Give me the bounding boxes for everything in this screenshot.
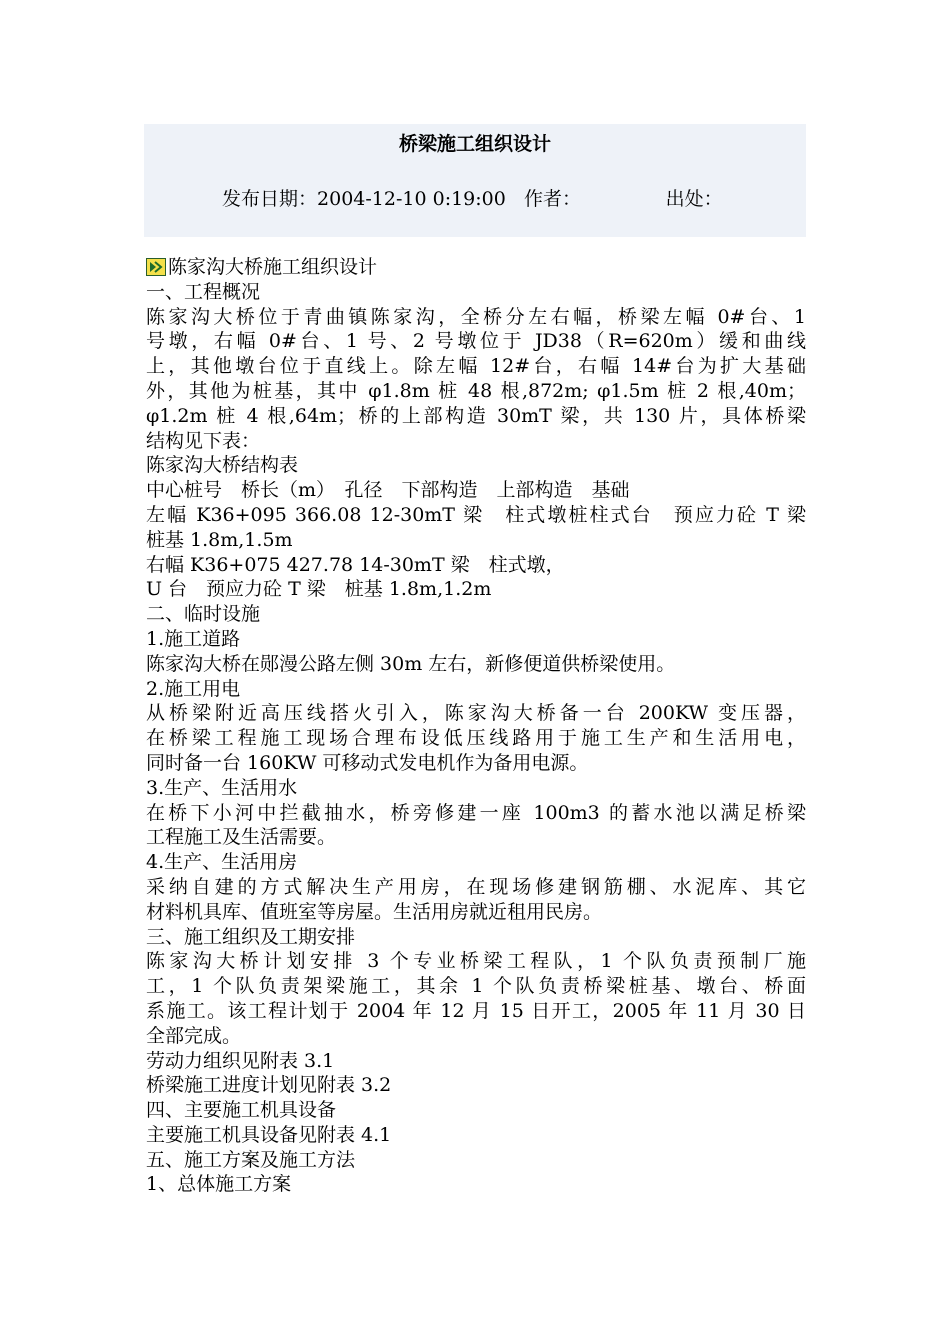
paragraph-line: 外，其他为桩基，其中 φ1.8m 桩 48 根,872m; φ1.5m 桩 2 根,40m；: [146, 379, 806, 402]
section-heading: 一、工程概况: [146, 280, 261, 303]
paragraph-line: 结构见下表：: [146, 429, 261, 452]
subsection-heading: 2.施工用电: [146, 677, 241, 700]
paragraph-line: 同时备一台 160KW 可移动式发电机作为备用电源。: [146, 751, 589, 774]
table-header-line: 中心桩号 桥长（m） 孔径 下部构造 上部构造 基础: [146, 479, 630, 502]
paragraph-line: φ1.2m 桩 4 根,64m；桥的上部构造 30mT 梁，共 130 片，具体桥梁: [146, 404, 806, 427]
article-title: 桥梁施工组织设计: [398, 133, 551, 155]
paragraph-line: 在桥梁工程施工现场合理布设低压线路用于施工生产和生活用电，: [146, 727, 806, 750]
publish-date-label: 发布日期：: [222, 188, 318, 210]
paragraph-line: 在桥下小河中拦截抽水，桥旁修建一座 100m3 的蓄水池以满足桥梁: [146, 801, 806, 824]
paragraph-line: 全部完成。: [146, 1024, 242, 1047]
article-heading: 陈家沟大桥施工组织设计: [168, 256, 378, 278]
paragraph-line: 材料机具库、值班室等房屋。生活用房就近租用民房。: [146, 900, 603, 923]
paragraph-line: 桥梁施工进度计划见附表 3.2: [146, 1074, 392, 1097]
paragraph-line: 采纳自建的方式解决生产用房，在现场修建钢筋棚、水泥库、其它: [146, 875, 806, 898]
paragraph-line: 从桥梁附近高压线搭火引入，陈家沟大桥备一台 200KW 变压器，: [146, 702, 806, 725]
author-label: 作者：: [523, 188, 581, 210]
publish-date: 2004-12-10 0:19:00: [317, 188, 506, 210]
paragraph-line: 工程施工及生活需要。: [146, 826, 337, 849]
table-row-line: 右幅 K36+075 427.78 14-30mT 梁 柱式墩，: [146, 553, 565, 576]
article-body: [146, 255, 806, 1197]
subsection-heading: 1.施工道路: [146, 627, 241, 650]
paragraph-line: 劳动力组织见附表 3.1: [146, 1049, 335, 1072]
document-arrow-icon: [146, 258, 166, 276]
paragraph-line: 主要施工机具设备见附表 4.1: [146, 1123, 392, 1146]
paragraph-line: 陈家沟大桥计划安排 3 个专业桥梁工程队，1 个队负责预制厂施: [146, 950, 806, 973]
article-header: [144, 124, 806, 237]
section-heading: 三、施工组织及工期安排: [146, 925, 356, 948]
table-row-line: 左幅 K36+095 366.08 12-30mT 梁 柱式墩桩柱式台 预应力砼 T 梁: [146, 503, 806, 526]
subsection-heading: 1、总体施工方案: [146, 1173, 292, 1196]
section-heading: 二、临时设施: [146, 603, 261, 626]
source-label: 出处：: [665, 188, 723, 210]
subsection-heading: 4.生产、生活用房: [146, 851, 298, 874]
table-row-line: 桩基 1.8m,1.5m: [146, 528, 293, 551]
section-heading: 五、施工方案及施工方法: [146, 1148, 356, 1171]
subsection-heading: 3.生产、生活用水: [146, 776, 298, 799]
paragraph-line: 系施工。该工程计划于 2004 年 12 月 15 日开工，2005 年 11 月 30 日: [146, 999, 806, 1022]
article-meta: [222, 187, 723, 211]
paragraph-line: 陈家沟大桥在郧漫公路左侧 30m 左右，新修便道供桥梁使用。: [146, 652, 676, 675]
paragraph-line: 陈家沟大桥位于青曲镇陈家沟，全桥分左右幅，桥梁左幅 0#台、1: [146, 305, 806, 328]
paragraph-line: 上，其他墩台位于直线上。除左幅 12#台，右幅 14#台为扩大基础: [146, 355, 806, 378]
article-heading-line: [146, 255, 806, 280]
section-heading: 四、主要施工机具设备: [146, 1099, 337, 1122]
paragraph-line: 工，1 个队负责架梁施工，其余 1 个队负责桥梁桩基、墩台、桥面: [146, 975, 806, 998]
paragraph-line: 号墩，右幅 0#台、1 号、2 号墩位于 JD38（R=620m）缓和曲线: [146, 330, 806, 353]
table-row-line: U 台 预应力砼 T 梁 桩基 1.8m,1.2m: [146, 578, 492, 601]
table-caption: 陈家沟大桥结构表: [146, 454, 299, 477]
